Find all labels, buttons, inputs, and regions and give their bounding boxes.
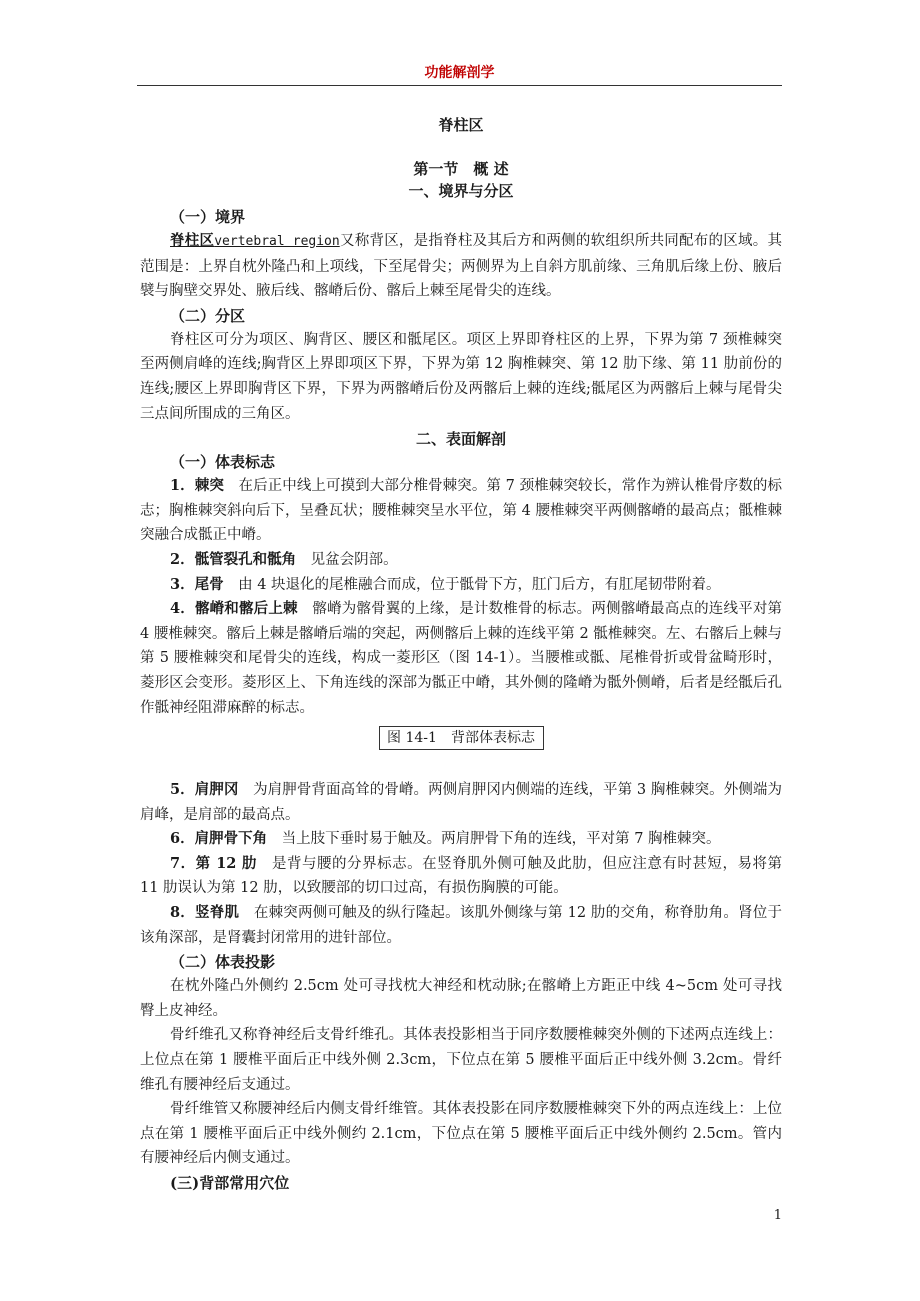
running-header: 功能解剖学 xyxy=(424,65,495,81)
section-title: 第一节 概 述 xyxy=(413,160,509,178)
landmark-item xyxy=(140,548,782,573)
boundary-paragraph xyxy=(140,229,782,304)
landmark-text: 在后正中线上可摸到大部分椎骨棘突。第 7 颈椎棘突较长，常作为辨认椎骨序数的标志；胸椎棘突斜向后下，呈叠瓦状；腰椎棘突呈水平位，第 4 腰椎棘突平两侧髂嵴的最高点；骶椎棘突融合成骶正中嵴。 xyxy=(140,478,782,544)
landmark-text: 由 4 块退化的尾椎融合而成，位于骶骨下方，肛门后方，有肛尾韧带附着。 xyxy=(223,576,721,593)
landmark-term: 8．竖脊肌 xyxy=(170,904,240,922)
landmark-text: 是背与腰的分界标志。在竖脊肌外侧可触及此肋，但应注意有时甚短，易将第 11 肋误认为第 12 肋，以致腰部的切口过高，有损伤胸膜的可能。 xyxy=(140,855,782,897)
page-number: 1 xyxy=(773,1208,782,1223)
landmark-item xyxy=(140,852,782,901)
figure-caption: 图 14-1 背部体表标志 xyxy=(379,726,544,750)
projection-paragraph: 骨纤维孔又称脊神经后支骨纤维孔。其体表投影相当于同序数腰椎棘突外侧的下述两点连线上：上位点在第 1 腰椎平面后正中线外侧 2.3cm，下位点在第 5 腰椎平面后正中线外侧 3.2cm。骨纤维孔有腰神经后支通过。 xyxy=(140,1027,782,1093)
boundary-text: 又称背区，是指脊柱及其后方和两侧的软组织所共同配布的区域。其范围是：上界自枕外隆凸和上项线，下至尾骨尖；两侧界为上自斜方肌前缘、三角肌后缘上份、腋后襞与胸壁交界处、腋后线、髂嵴后份、髂后上棘至尾骨尖的连线。 xyxy=(140,233,783,300)
landmarks-heading: （一）体表标志 xyxy=(170,453,276,472)
part-title: 一、境界与分区 xyxy=(408,182,514,200)
landmark-text: 当上肢下垂时易于触及。两肩胛骨下角的连线，平对第 7 胸椎棘突。 xyxy=(267,831,721,848)
landmark-term: 7．第 12 肋 xyxy=(170,854,257,872)
boundary-en-term: vertebral region xyxy=(214,234,340,249)
landmark-text: 见盆会阴部。 xyxy=(296,551,398,568)
boundary-heading: （一）境界 xyxy=(170,208,246,226)
landmark-term: 4．髂嵴和髂后上棘 xyxy=(170,600,298,618)
acupoints-heading: (三)背部常用穴位 xyxy=(170,1174,290,1192)
landmark-term: 6．肩胛骨下角 xyxy=(170,830,268,848)
page-content xyxy=(140,110,782,1195)
landmark-item xyxy=(140,573,782,598)
section2-title: 二、表面解剖 xyxy=(415,430,506,449)
projection-heading: （二）体表投影 xyxy=(170,953,276,972)
landmark-item xyxy=(140,474,782,548)
landmark-term: 3．尾骨 xyxy=(170,575,224,593)
division-heading: （二）分区 xyxy=(170,306,246,325)
division-paragraph: 脊柱区可分为项区、胸背区、腰区和骶尾区。项区上界即脊柱区的上界，下界为第 7 颈椎棘突至两侧肩峰的连线;胸背区上界即项区下界，下界为第 12 胸椎棘突、第 12 肋下缘、第 11 肋前份的连线;腰区上界即胸背区下界，下界为两髂嵴后份及两髂后上棘的连线;骶尾区为两髂后上棘与尾骨尖三点间所围成的三角区。 xyxy=(140,331,782,422)
landmark-item xyxy=(140,827,782,852)
landmark-item xyxy=(140,778,782,827)
landmark-text: 为肩胛骨背面高耸的骨嵴。两侧肩胛冈内侧端的连线，平第 3 胸椎棘突。外侧端为肩峰，是肩部的最高点。 xyxy=(140,782,782,823)
document-title: 脊柱区 xyxy=(438,116,484,134)
projection-paragraph: 骨纤维管又称腰神经后内侧支骨纤维管。其体表投影在同序数腰椎棘突下外的两点连线上：上位点在第 1 腰椎平面后正中线外侧约 2.1cm，下位点在第 5 腰椎平面后正中线外侧约 2.5cm。管内有腰神经后内侧支通过。 xyxy=(140,1101,782,1167)
projection-paragraph: 在枕外隆凸外侧约 2.5cm 处可寻找枕大神经和枕动脉;在髂嵴上方距正中线 4~5cm 处可寻找臀上皮神经。 xyxy=(140,978,782,1019)
boundary-term: 脊柱区 xyxy=(170,232,215,249)
landmark-term: 2．骶管裂孔和骶角 xyxy=(170,550,297,568)
landmark-text: 在棘突两侧可触及的纵行隆起。该肌外侧缘与第 12 肋的交角，称脊肋角。肾位于该角深部，是肾囊封闭常用的进针部位。 xyxy=(140,905,782,946)
header-rule xyxy=(137,85,782,86)
landmark-item xyxy=(140,901,782,950)
landmark-text: 髂嵴为髂骨翼的上缘，是计数椎骨的标志。两侧髂嵴最高点的连线平对第 4 腰椎棘突。髂后上棘是髂嵴后端的突起，两侧髂后上棘的连线平第 2 骶椎棘突。左、右髂后上棘与第 5 腰椎棘突和尾骨尖的连线，构成一菱形区（图 14-1）。当腰椎或骶、尾椎骨折或骨盆畸形时，菱形区会变形。菱形区上、下角连线的深部为骶正中嵴，其外侧的隆嵴为骶外侧嵴，后者是经骶后孔作骶神经阻滞麻醉的标志。 xyxy=(140,601,782,716)
landmark-term: 1．棘突 xyxy=(170,477,224,495)
landmark-item xyxy=(140,597,782,720)
landmark-term: 5．肩胛冈 xyxy=(170,781,239,799)
